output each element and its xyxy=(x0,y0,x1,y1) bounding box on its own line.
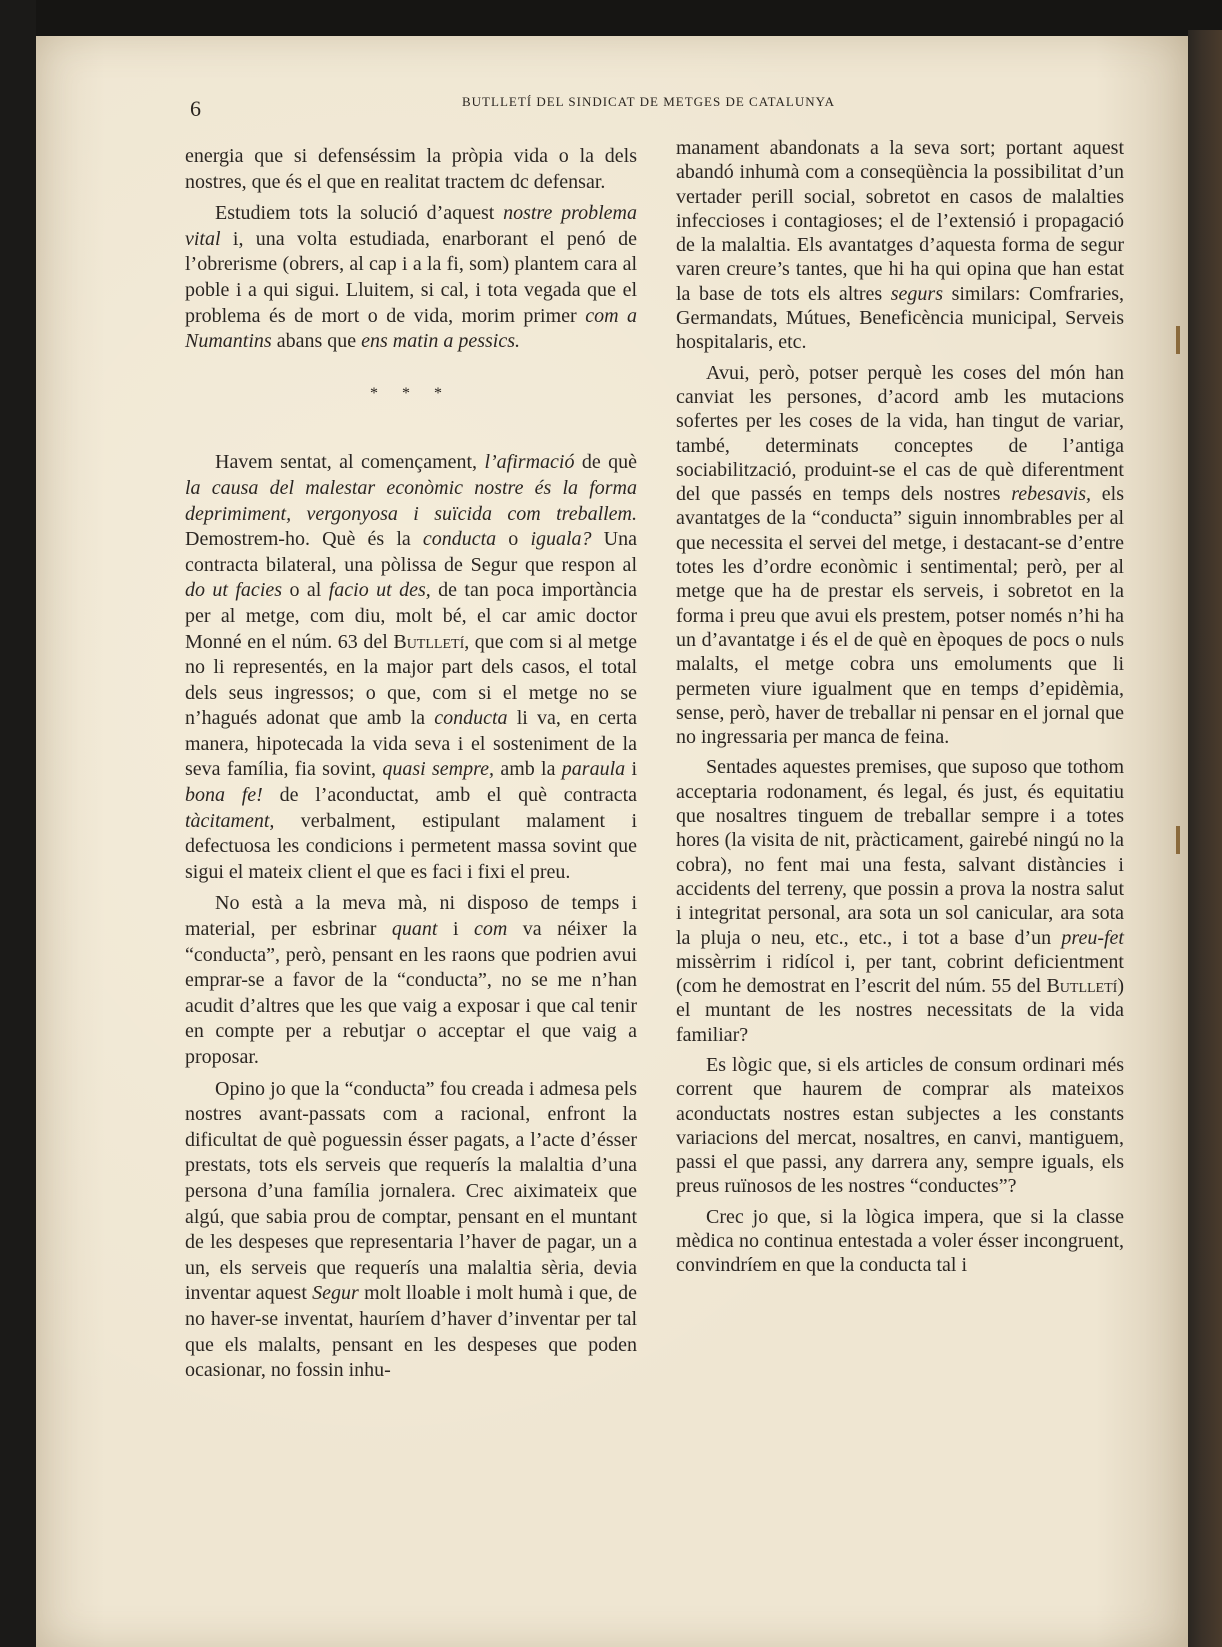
paragraph: Es lògic que, si els articles de consum ordinari més corrent que haurem de comprar als mateixos aconductats nostres estan subjectes a les constants variacions del mercat, nosaltres, en canvi, mantiguem, passi el que passi, any darrera any, sempre iguals, els preus ruïnosos de les nostres “conductes”? xyxy=(676,1053,1124,1198)
edge-mark xyxy=(1176,826,1180,854)
scan-border-top xyxy=(0,0,1222,38)
edge-mark xyxy=(1176,326,1180,354)
paragraph: Crec jo que, si la lògica impera, que si la classe mèdica no continua entestada a voler ésser incongruent, convindríem en que la conducta tal i xyxy=(676,1205,1124,1277)
page-number: 6 xyxy=(190,96,201,121)
paragraph: Estudiem tots la solució d’aquest nostre problema vital i, una volta estudiada, enarborant el penó de l’obrerisme (obrers, al cap i a la fi, som) plantem cara al poble i a qui sigui. Lluitem, si cal, i tota vegada que el problema és de mort o de vida, morim primer com a Numantins abans que ens matin a pessics. xyxy=(185,202,637,353)
paragraph: No està a la meva mà, ni disposo de temps i material, per esbrinar quant i com va néixer la “conducta”, però, pensant en les raons que podrien avui emprar-se a favor de la “conducta”, no se me n’han acudit d’altres que les que vaig a exposar i que cal tenir en compte per a rebutjar o acceptar el que vaig a proposar. xyxy=(185,892,638,1068)
paragraph: energia que si defenséssim la pròpia vida o la dels nostres, que és el que en realitat tractem dc defensar. xyxy=(185,145,637,193)
paragraph: manament abandonats a la seva sort; portant aquest abandó inhumà com a conseqüència la possibilitat d’un vertader perill social, sobretot en casos de malalties infeccioses i contagioses; el de l’extensió i propagació de la malaltia. Els avantatges d’aquesta forma de segur varen creure’s tantes, que hi ha qui opina que han estat la base de tots els altres segurs similars: Comfraries, Germandats, Mútues, Beneficència municipal, Serveis hospitalaris, etc. xyxy=(676,137,1124,354)
scan-border-left xyxy=(0,0,36,1647)
right-column xyxy=(676,136,1124,1284)
left-column xyxy=(185,144,637,1390)
section-separator: * * * xyxy=(370,384,452,402)
scan-border-right xyxy=(1188,30,1222,1647)
paragraph: Opino jo que la “conducta” fou creada i admesa pels nostres avant-passats com a racional, enfront la dificultat de què poguessin ésser pagats, a l’acte d’ésser prestats, tots els serveis que requerís la malaltia d’una persona d’una família jornalera. Crec aiximateix que algú, que sabia prou de comptar, pensant en el muntant de les despeses que representaria l’haver de pagar, un a un, els serveis que requerís una malaltia sèria, devia inventar aquest Segur molt lloable i molt humà i que, de no haver-se inventat, hauríem d’haver d’inventar per tal que els malalts, pensant en les despeses que poden ocasionar, no fossin inhu- xyxy=(185,1077,637,1382)
paragraph: Avui, però, potser perquè les coses del món han canviat les persones, d’acord amb les mutacions sofertes per les coses de la vida, han tingut de variar, també, determinats conceptes de l’antiga sociabilització, produint-se el cas de què diferentment del que passés en temps dels nostres rebesavis, els avantatges de la “conducta” siguin innombrables per al que necessita el servei del metge, i destacant-se d’entre totes les d’ordre econòmic i sentimental; però, per al metge que ha de prestar els serveis, i sobretot en la forma i preu que avui els prestem, potser només n’hi ha un d’avantatge i és el de què en èpoques de pocs o nuls malalts, el metge cobra uns emoluments que li permeten viure igualment que en temps d’epidèmia, sense, però, haver de treballar ni pensar en el jornal que no ingressaria per manca de feina. xyxy=(676,361,1124,749)
running-head: BUTLLETÍ DEL SINDICAT DE METGES DE CATALUNYA xyxy=(462,94,835,109)
paragraph: Sentades aquestes premises, que suposo que tothom acceptaria rodonament, és legal, és just, és equitatiu que nosaltres tinguem de treballar sempre i a totes hores (la visita de nit, pràcticament, gairebé ningú no la cobra), no fent mai una festa, salvant distàncies i accidents del terreny, que possin a prova la nostra salut i integritat personal, ara sota un sol canicular, ara sota la pluja o neu, etc., etc., i tot a base d’un preu-fet missèrrim i ridícol i, per tant, cobrint deficientment (com he demostrat en l’escrit del núm. 55 del Butlletí) el muntant de les nostres necessitats de la vida familiar? xyxy=(676,756,1124,1046)
paragraph: Havem sentat, al començament, l’afirmació de què la causa del malestar econòmic nostre és la forma deprimiment, vergonyosa i suïcida com treballem. Demostrem-ho. Què és la conducta o iguala? Una contracta bilateral, una pòlissa de Segur que respon al do ut facies o al facio ut des, de tan poca importància per al metge, com diu, molt bé, el car amic doctor Monné en el núm. 63 del Butlletí, que com si al metge no li representés, en la major part dels casos, el total dels seus ingressos; o que, com si el metge no se n’hagués adonat que amb la conducta li va, en certa manera, hipotecada la vida seva i el sosteniment de la seva família, fia sovint, quasi sempre, amb la paraula i bona fe! de l’aconductat, amb el què contracta tàcitament, verbalment, estipulant malament i defectuosa les condicions i permetent massa sovint que sigui el mateix client el que es faci i fixi el preu. xyxy=(185,451,638,883)
